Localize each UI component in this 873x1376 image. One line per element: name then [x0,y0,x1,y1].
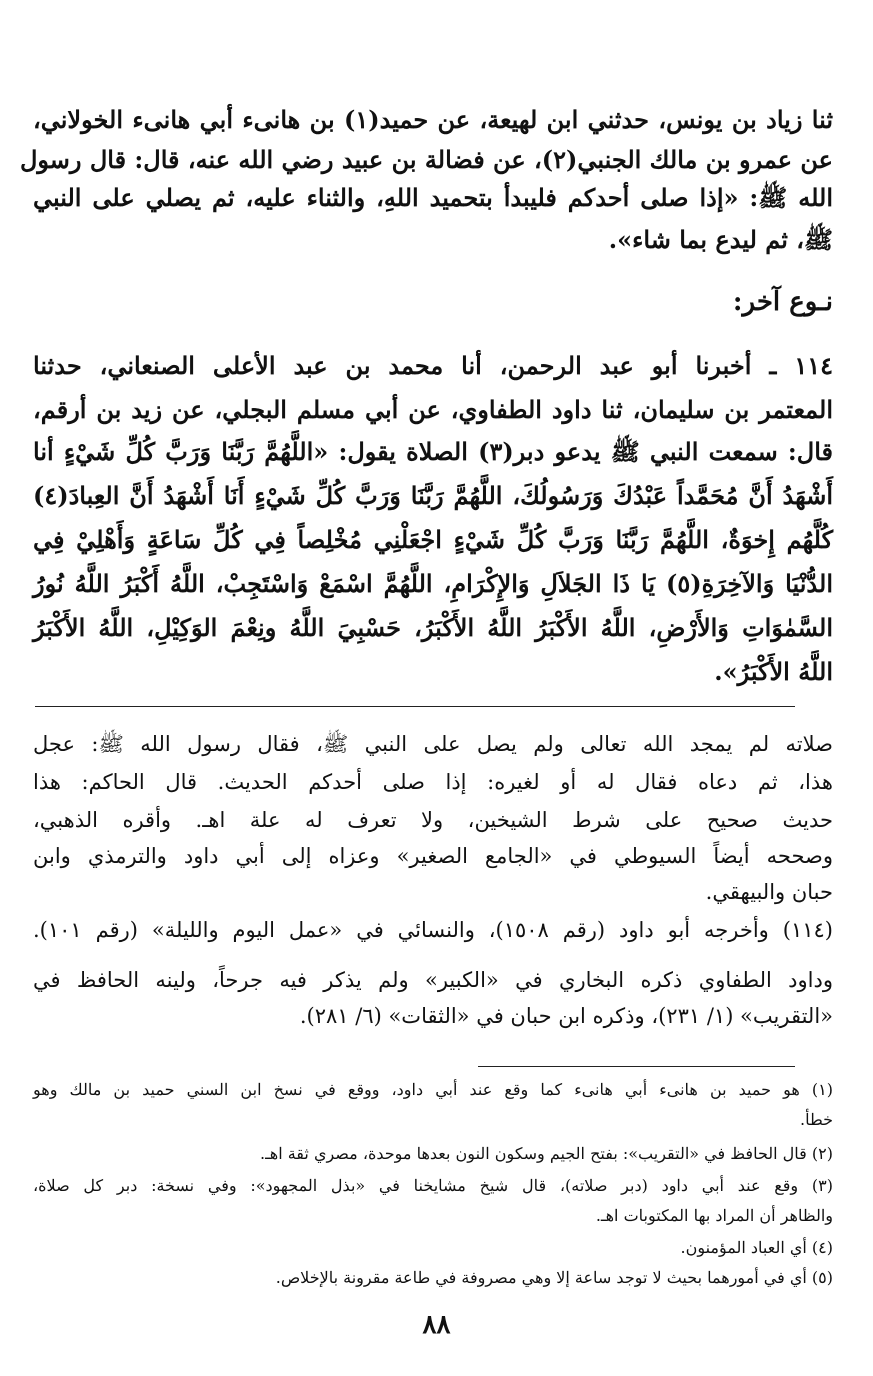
main-text-line: أَشْهَدُ أَنَّ مُحَمَّداً عَبْدُكَ وَرَسُولُكَ، اللَّهُمَّ رَبَّنَا وَرَبَّ كُلِّ شَيْءٍ أَنَا أَشْهَدُ أَنَّ العِبادَ(٤) [33,481,833,510]
section-divider [35,706,795,707]
main-text-line: الدُّنْيَا وَالآخِرَةِ(٥) يَا ذَا الجَلاَلِ وَالإِكْرَامِ، اللَّهُمَّ اسْمَعْ وَاسْتَجِبْ، اللَّهُ أَكْبَرُ اللَّهُ نُورُ [33,569,833,598]
main-text-line: ﷺ، ثم ليدع بما شاء». [608,225,833,254]
main-text-line: المعتمر بن سليمان، ثنا داود الطفاوي، عن أبي مسلم البجلي، عن زيد بن أرقم، [33,395,833,424]
commentary-line: وصححه أيضاً السيوطي في «الجامع الصغير» وعزاه إلى أبي داود والترمذي وابن [33,844,833,868]
footnote-line: (٣) وقع عند أبي داود (دبر صلاته)، قال شيخ مشايخنا في «بذل المجهود»: وفي نسخة: دبر كل صلاة، [33,1176,833,1195]
main-text-line: قال: سمعت النبي ﷺ يدعو دبر(٣) الصلاة يقول: «اللَّهُمَّ رَبَّنَا وَرَبَّ كُلِّ شَيْءٍ أنا [33,437,833,466]
footnote-line: والظاهر أن المراد بها المكتوبات اهـ. [595,1206,833,1225]
footnote-line: (٥) أي في أمورهما بحيث لا توجد ساعة إلا وهي مصروفة في طاعة مقرونة بالإخلاص. [275,1268,833,1287]
commentary-line: حديث صحيح على شرط الشيخين، ولا تعرف له علة اهـ. وأقره الذهبي، [33,808,833,832]
footnote-line: خطأ. [800,1110,833,1129]
commentary-line: «التقريب» (١/ ٢٣١)، وذكره ابن حبان في «الثقات» (٦/ ٢٨١). [299,1004,833,1028]
section-heading: نـوع آخر: [732,287,833,317]
commentary-line: (١١٤) وأخرجه أبو داود (رقم ١٥٠٨)، والنسائي في «عمل اليوم والليلة» (رقم ١٠١). [33,918,833,942]
commentary-line: وداود الطفاوي ذكره البخاري في «الكبير» ولم يذكر فيه جرحاً، ولينه الحافظ في [33,968,833,992]
footnote-line: (٢) قال الحافظ في «التقريب»: بفتح الجيم وسكون النون بعدها موحدة، مصري ثقة اهـ. [259,1144,833,1163]
page-number: ٨٨ [422,1310,451,1340]
footnote-separator [478,1066,795,1067]
commentary-line: حبان والبيهقي. [705,880,833,904]
main-text-line: كُلَّهُم إِخوَةٌ، اللَّهُمَّ رَبَّنَا وَرَبَّ كُلِّ شَيْءٍ اجْعَلْنِي مُخْلِصاً فِي كُلِّ سَاعَةٍ وَأَهْلِيْ فِي [33,525,833,554]
main-text-line: اللَّهُ الأَكْبَرُ». [714,657,833,686]
main-text-line: عن عمرو بن مالك الجنبي(٢)، عن فضالة بن عبيد رضي الله عنه، قال: قال رسول [19,145,833,174]
main-text-line: ثنا زياد بن يونس، حدثني ابن لهيعة، عن حميد(١) بن هانىء أبي هانىء الخولاني، [33,105,834,134]
footnote-line: (٤) أي العباد المؤمنون. [680,1238,833,1257]
commentary-line: صلاته لم يمجد الله تعالى ولم يصل على النبي ﷺ، فقال رسول الله ﷺ: عجل [33,732,833,756]
main-text-line: الله ﷺ: «إذا صلى أحدكم فليبدأ بتحميد اللهِ، والثناء عليه، ثم يصلي على النبي [33,183,833,212]
footnote-line: (١) هو حميد بن هانىء أبي هانىء كما وقع عند أبي داود، ووقع في نسخ ابن السني حميد بن مالك وهو [33,1080,833,1099]
commentary-line: هذا، ثم دعاه فقال له أو لغيره: إذا صلى أحدكم الحديث. قال الحاكم: هذا [33,770,833,794]
main-text-line: ١١٤ ـ أخبرنا أبو عبد الرحمن، أنا محمد بن عبد الأعلى الصنعاني، حدثنا [33,351,833,380]
main-text-line: السَّمٰوَاتِ وَالأَرْضِ، اللَّهُ الأَكْبَرُ اللَّهُ الأَكْبَرُ، حَسْبِيَ اللَّهُ ونِعْمَ الوَكِيْلِ، اللَّهُ الأَكْبَرُ [33,613,833,642]
